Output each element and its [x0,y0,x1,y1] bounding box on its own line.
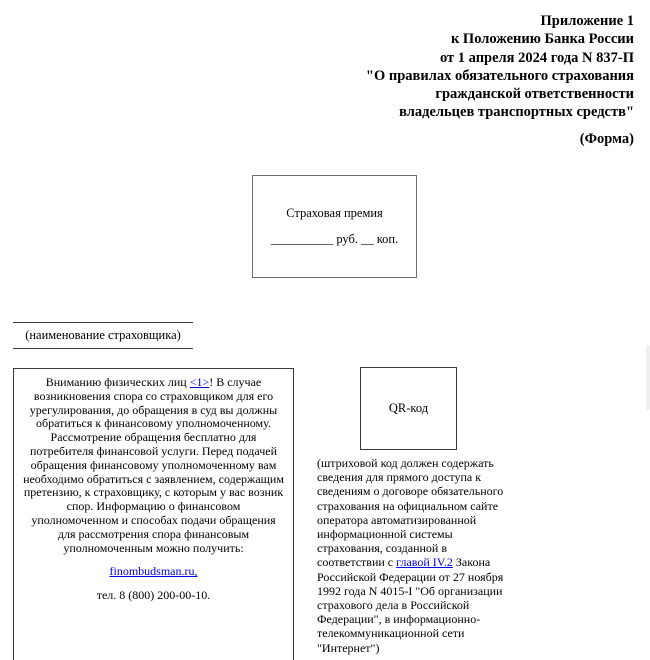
appendix-header [366,12,634,148]
barcode-text-before: (штриховой код должен содержать сведения для прямого доступа к сведениям о договоре обязательного страхования на официальном сайте оператора автоматизированной информационной системы страхования, созданной в соответствии с [317,456,504,570]
header-line: владельцев транспортных средств" [399,104,634,121]
footnote-1-link[interactable]: <1> [189,375,210,389]
chapter-iv2-link[interactable]: главой IV.2 [396,555,453,570]
finombudsman-link[interactable]: finombudsman.ru, [109,564,198,579]
form-label: (Форма) [579,130,634,147]
ombudsman-attention-box [13,368,294,660]
site-line [22,565,285,579]
header-line: к Положению Банка России [450,31,634,48]
ombudsman-phone: тел. 8 (800) 200-00-10. [96,588,211,603]
insurer-fill-line-bottom [13,348,193,349]
header-line: "О правилах обязательного страхования [365,67,634,84]
barcode-text-after: Закона Российской Федерации от 27 ноября 1992 года N 4015-I "Об организации страхового дела в Российской Федерации", в информационно-телекоммуникационной сети "Интернет") [317,555,504,655]
attention-paragraph [22,376,285,555]
insurance-premium-box [252,175,417,278]
header-line: гражданской ответственности [435,86,634,103]
qr-code-placeholder-box [360,367,457,450]
attention-text-after: ! В случае возникновения спора со страховщиком для его урегулирования, до обращения в суд вы должны обратиться к финансовому уполномоченному. Рассмотрение обращения бесплатно для потребителя финансовой услуги. Перед подачей обращения финансовому уполномоченному вам необходимо обратиться с заявлением, содержащим претензию, к страховщику, с которым у вас возник спор. Информацию о финансовом уполномоченном и способах подачи обращения для рассмотрения спора финансовым уполномоченным можно получить: [23,375,284,555]
scrollbar-thumb[interactable] [646,345,650,410]
attention-text-before: Вниманию физических лиц [45,375,190,389]
header-line: от 1 апреля 2024 года N 837-П [439,49,634,66]
header-line: Приложение 1 [540,13,634,29]
insurer-name-block [13,322,193,349]
premium-amount-blank: __________ руб. __ коп. [270,232,399,246]
qr-code-label: QR-код [388,401,429,415]
barcode-requirements-note [317,456,514,655]
insurer-caption: (наименование страховщика) [25,328,181,342]
premium-title: Страховая премия [286,206,383,220]
